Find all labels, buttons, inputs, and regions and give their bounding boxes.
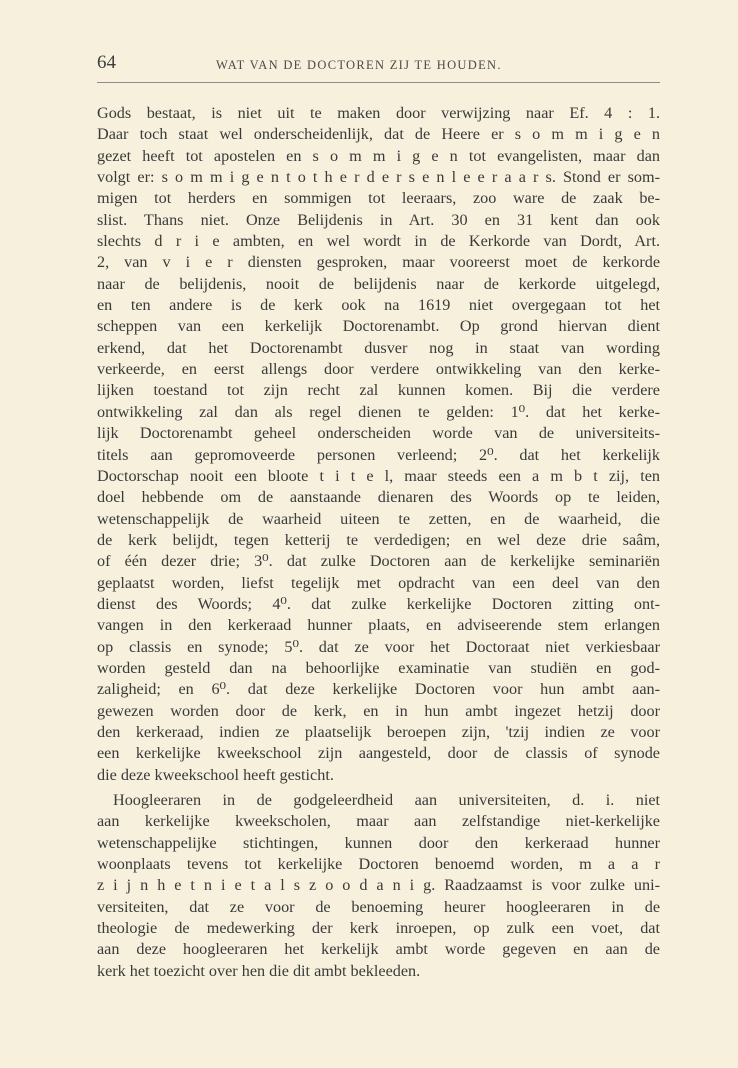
text-line: scheppen van een kerkelijk Doctorenambt. Op grond hiervan dient	[97, 317, 660, 336]
text-line: slist. Thans niet. Onze Belijdenis in Art. 30 en 31 kent dan ook	[97, 210, 660, 229]
text-line: aan deze hoogleeraren het kerkelijk ambt worde gegeven en aan de	[97, 940, 660, 959]
text-line: een kerkelijke kweekschool zijn aangesteld, door de classis of synode	[97, 744, 660, 763]
text-line: aan kerkelijke kweekscholen, maar aan zelfstandige niet-kerkelijke	[97, 812, 660, 831]
text-line: op classis en synode; 5⁰. dat ze voor het Doctoraat niet verkiesbaar	[97, 637, 660, 656]
text-line: Gods bestaat, is niet uit te maken door verwijzing naar Ef. 4 : 1.	[97, 104, 660, 122]
text-line: Hoogleeraren in de godgeleerdheid aan universiteiten, d. i. niet	[113, 791, 660, 809]
text-line: doel hebbende om de aanstaande dienaren des Woords op te leiden,	[97, 488, 660, 507]
text-line: de kerk belijdt, tegen ketterij te verdedigen; en wel deze drie saâm,	[97, 530, 660, 549]
text-line: theologie de medewerking der kerk inroepen, op zulk een voet, dat	[97, 919, 660, 938]
text-line: of één dezer drie; 3⁰. dat zulke Doctoren aan de kerkelijke seminariën	[97, 552, 660, 571]
text-line: zaligheid; en 6⁰. dat deze kerkelijke Doctoren voor hun ambt aan-	[97, 680, 660, 699]
text-line: lijken toestand tot zijn recht zal kunnen komen. Bij die verdere	[97, 381, 660, 400]
text-line: z i j n h e t n i e t a l s z o o d a n i g. Raadzaamst is voor zulke uni-	[97, 876, 660, 895]
text-line: geplaatst worden, liefst tegelijk met opdracht van een deel van den	[97, 573, 660, 592]
text-line: ontwikkeling zal dan als regel dienen te gelden: 1⁰. dat het kerke-	[97, 402, 660, 421]
text-line: erkend, dat het Doctorenambt dusver nog in staat van wording	[97, 338, 660, 357]
paragraph-1	[97, 103, 660, 786]
text-line: gezet heeft tot apostelen en s o m m i g e n tot evangelisten, maar dan	[97, 146, 660, 165]
text-line: woonplaats tevens tot kerkelijke Doctoren benoemd worden, m a a r	[97, 855, 660, 874]
header-rule	[97, 82, 660, 83]
text-line: wetenschappelijk de waarheid uiteen te zetten, en de waarheid, die	[97, 509, 660, 528]
text-line: Daar toch staat wel onderscheidenlijk, dat de Heere er s o m m i g e n	[97, 125, 660, 144]
text-line: kerk het toezicht over hen die dit ambt bekleeden.	[97, 961, 421, 980]
text-line: Doctorschap nooit een blootе t i t e l, maar steeds een a m b t zij, ten	[97, 466, 660, 485]
text-line: volgt er: s o m m i g e n t o t h e r d e r s e n l e e r a a r s. Stond er som-	[97, 168, 660, 187]
text-line: gewezen worden door de kerk, en in hun ambt ingezet hetzij door	[97, 701, 660, 720]
body-text	[97, 103, 660, 982]
text-line: en ten andere is de kerk ook na 1619 niet overgegaan tot het	[97, 296, 660, 315]
text-line: 2, van v i e r diensten gesproken, maar vooreerst moet de kerkorde	[97, 253, 660, 272]
text-line: lijk Doctorenambt geheel onderscheiden worde van de universiteits-	[97, 424, 660, 443]
text-line: versiteiten, dat ze voor de benoeming heurer hoogleeraren in de	[97, 897, 660, 916]
text-line: die deze kweekschool heeft gesticht.	[97, 765, 334, 784]
text-line: titels aan gepromoveerde personen verleend; 2⁰. dat het kerkelijk	[97, 445, 660, 464]
paragraph-2	[97, 790, 660, 982]
text-line: vangen in den kerkeraad hunner plaats, en adviseerende stem erlangen	[97, 616, 660, 635]
text-line: wetenschappelijke stichtingen, kunnen door den kerkeraad hunner	[97, 833, 660, 852]
text-line: worden gesteld dan na behoorlijke examinatie van studiën en god-	[97, 658, 660, 677]
text-line: den kerkeraad, indien ze plaatselijk beroepen zijn, 'tzij indien ze voor	[97, 722, 660, 741]
text-line: naar de belijdenis, nooit de belijdenis naar de kerkorde uitgelegd,	[97, 274, 660, 293]
text-line: verkeerde, en eerst allengs door verdere ontwikkeling van den kerke-	[97, 360, 660, 379]
running-title: WAT VAN DE DOCTOREN ZIJ TE HOUDEN.	[216, 58, 502, 72]
text-line: dienst des Woords; 4⁰. dat zulke kerkelijke Doctoren zitting ont-	[97, 594, 660, 613]
page-number: 64	[97, 52, 116, 73]
text-line: migen tot herders en sommigen tot leeraars, zoo ware de zaak be-	[97, 189, 660, 208]
text-line: slechts d r i e ambten, en wel wordt in de Kerkorde van Dordt, Art.	[97, 232, 660, 251]
